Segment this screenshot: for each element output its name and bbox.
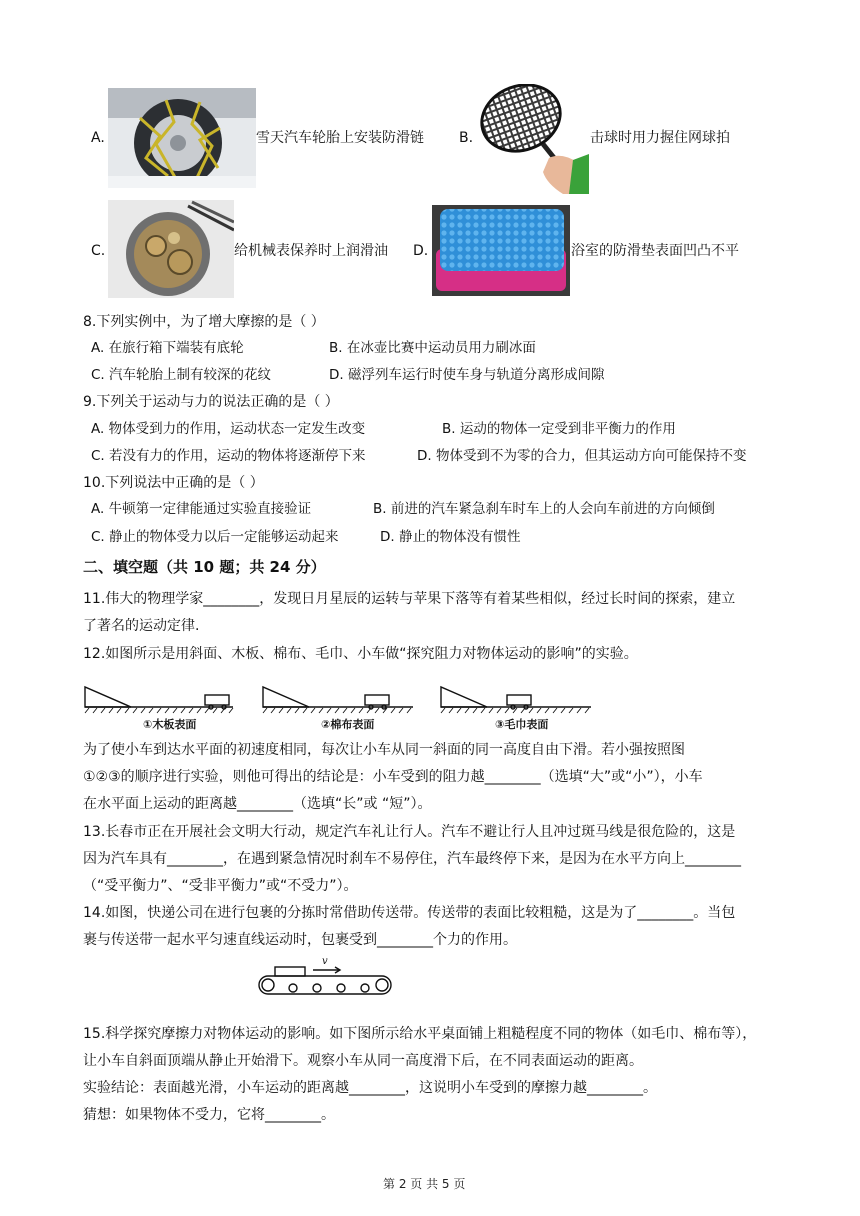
q8-option-a: A. 在旅行箱下端装有底轮 (91, 340, 244, 356)
q10-option-a: A. 牛顿第一定律能通过实验直接验证 (91, 501, 312, 517)
q8-stem: 8.下列实例中，为了增大摩擦的是（ ） (83, 314, 325, 330)
page-number: 第 2 页 共 5 页 (383, 1177, 466, 1191)
snow-chain-tire-image (108, 88, 256, 188)
q12-surfaces-diagram (83, 683, 603, 735)
q10-option-c: C. 静止的物体受力以后一定能够运动起来 (91, 529, 339, 545)
q9-option-a: A. 物体受到力的作用，运动状态一定发生改变 (91, 421, 366, 437)
q15-line3: 实验结论：表面越光滑，小车运动的距离越________，这说明小车受到的摩擦力越________。 (83, 1080, 657, 1096)
q9-option-b: B. 运动的物体一定受到非平衡力的作用 (442, 421, 676, 437)
q12-line2: ①②③的顺序进行实验，则他可得出的结论是：小车受到的阻力越________（选填“大”或“小”），小车 (83, 769, 703, 785)
q15-line4: 猜想：如果物体不受力，它将________。 (83, 1107, 335, 1123)
option-c-letter: C. (91, 243, 106, 259)
option-c-text: 给机械表保养时上润滑油 (234, 243, 388, 259)
q12-stem: 12.如图所示是用斜面、木板、棉布、毛巾、小车做“探究阻力对物体运动的影响”的实验。 (83, 646, 638, 662)
option-d-letter: D. (413, 243, 429, 259)
q13-line3: （“受平衡力”、“受非平衡力”或“不受力”）。 (83, 878, 358, 894)
option-b-letter: B. (459, 130, 474, 146)
q8-option-b: B. 在冰壶比赛中运动员用力刷冰面 (329, 340, 536, 356)
tennis-racket-image (477, 84, 589, 194)
q12-line3: 在水平面上运动的距离越________（选填“长”或 “短”）。 (83, 796, 432, 812)
q9-option-c: C. 若没有力的作用，运动的物体将逐渐停下来 (91, 448, 366, 464)
q13-line2: 因为汽车具有________，在遇到紧急情况时刹车不易停住，汽车最终停下来，是因为在水平方向上________ (83, 851, 741, 867)
option-d-text: 浴室的防滑垫表面凹凸不平 (571, 243, 739, 259)
option-a-letter: A. (91, 130, 105, 146)
surface-label-towel: ③毛巾表面 (495, 718, 549, 731)
q13-line1: 13.长春市正在开展社会文明大行动，规定汽车礼让行人。汽车不避让行人且冲过斑马线是很危险的，这是 (83, 824, 736, 840)
option-b-text: 击球时用力握住网球拍 (590, 130, 730, 146)
q8-option-c: C. 汽车轮胎上制有较深的花纹 (91, 367, 272, 383)
q12-line1: 为了使小车到达水平面的初速度相同，每次让小车从同一斜面的同一高度自由下滑。若小强按照图 (83, 742, 685, 758)
q15-line1: 15.科学探究摩擦力对物体运动的影响。如下图所示给水平桌面铺上粗糙程度不同的物体（如毛巾、棉布等）， (83, 1026, 757, 1042)
conveyor-belt-diagram (255, 958, 395, 1004)
q9-stem: 9.下列关于运动与力的说法正确的是（ ） (83, 394, 339, 410)
bath-mat-image (432, 205, 570, 296)
watch-maintenance-image (108, 200, 234, 298)
surface-label-cotton: ②棉布表面 (321, 718, 375, 731)
option-a-text: 雪天汽车轮胎上安装防滑链 (256, 130, 424, 146)
section-title: 二、填空题（共 10 题；共 24 分） (83, 558, 326, 576)
q10-option-b: B. 前进的汽车紧急刹车时车上的人会向车前进的方向倾倒 (373, 501, 715, 517)
q14-line2: 裹与传送带一起水平匀速直线运动时，包裹受到________个力的作用。 (83, 932, 517, 948)
q11-line1: 11.伟大的物理学家________，发现日月星辰的运转与苹果下落等有着某些相似，经过长时间的探索，建立 (83, 591, 736, 607)
q10-stem: 10.下列说法中正确的是（ ） (83, 475, 264, 491)
velocity-label: v (322, 956, 328, 967)
q15-line2: 让小车自斜面顶端从静止开始滑下。观察小车从同一高度滑下后，在不同表面运动的距离。 (83, 1053, 643, 1069)
q9-option-d: D. 物体受到不为零的合力，但其运动方向可能保持不变 (417, 448, 747, 464)
q14-line1: 14.如图，快递公司在进行包裹的分拣时常借助传送带。传送带的表面比较粗糙，这是为了________。当包 (83, 905, 736, 921)
q10-option-d: D. 静止的物体没有惯性 (380, 529, 521, 545)
surface-label-wood: ①木板表面 (143, 718, 197, 731)
q8-option-d: D. 磁浮列车运行时使车身与轨道分离形成间隙 (329, 367, 605, 383)
q11-line2: 了著名的运动定律. (83, 618, 200, 634)
